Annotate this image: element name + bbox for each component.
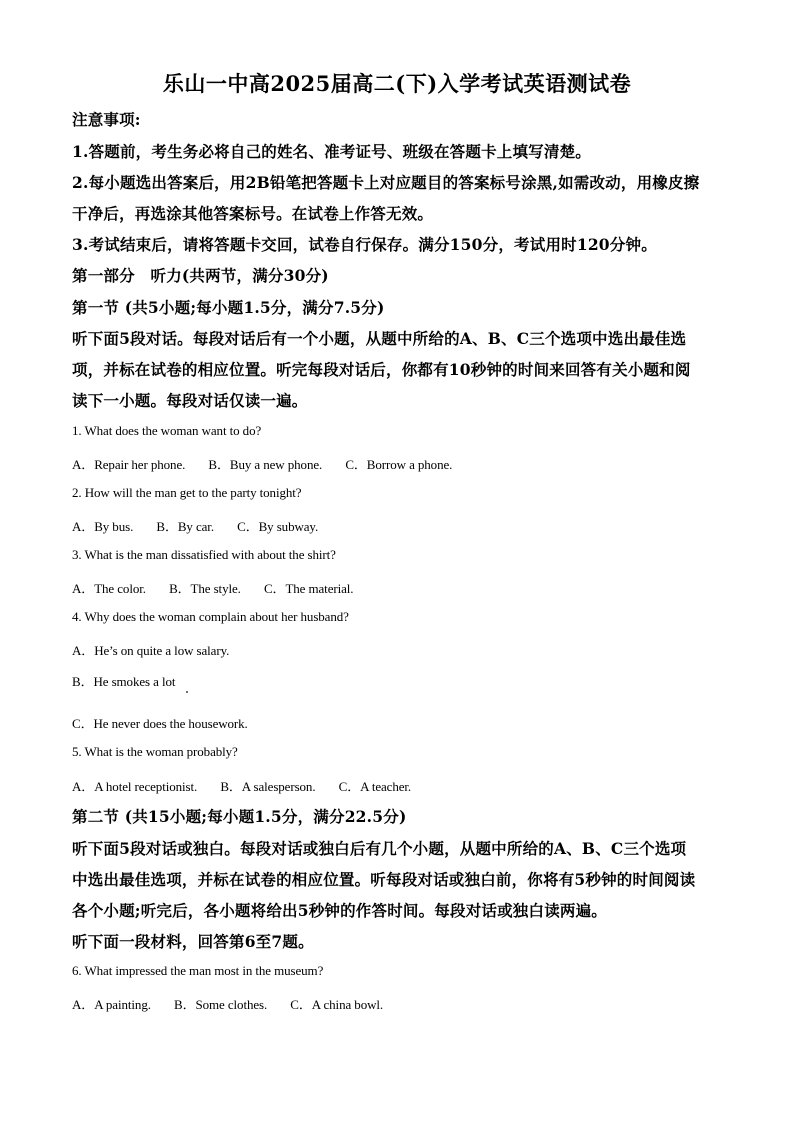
option-b[interactable]: B．Some clothes. <box>174 997 268 1012</box>
section1-instruction: 项，并标在试卷的相应位置。听完每段对话后，你都有10秒钟的时间来回答有关小题和阅 <box>72 360 691 379</box>
section1-heading: 第一节 (共5小题;每小题1.5分，满分7.5分) <box>72 298 385 317</box>
options-5 <box>72 776 411 795</box>
section2-heading: 第二节 (共15小题;每小题1.5分，满分22.5分) <box>72 807 407 826</box>
option-a[interactable]: A．He’s on quite a low salary. <box>72 643 230 658</box>
note-item: 1.答题前，考生务必将自己的姓名、准考证号、班级在答题卡上填写清楚。 <box>72 142 591 161</box>
option-b[interactable]: B．He smokes a lot <box>72 674 176 689</box>
option-a[interactable]: A．Repair her phone. <box>72 457 186 472</box>
option-c[interactable]: C．A china bowl. <box>290 997 384 1012</box>
options-6 <box>72 994 383 1013</box>
option-c[interactable]: C．By subway. <box>237 519 319 534</box>
option-c[interactable]: C．Borrow a phone. <box>345 457 453 472</box>
option-a[interactable]: A．A hotel receptionist. <box>72 779 198 794</box>
option-a[interactable]: A．The color. <box>72 581 146 596</box>
note-item: 3.考试结束后，请将答题卡交回，试卷自行保存。满分150分，考试用时120分钟。 <box>72 235 657 254</box>
part1-heading: 第一部分 听力(共两节，满分30分) <box>72 266 329 285</box>
question-2: 2. How will the man get to the party tonight? <box>72 485 302 500</box>
option-a[interactable]: A．By bus. <box>72 519 134 534</box>
option-c[interactable]: C．A teacher. <box>338 779 412 794</box>
notes-heading: 注意事项: <box>72 110 141 129</box>
question-6: 6. What impressed the man most in the museum? <box>72 963 324 978</box>
material-intro: 听下面一段材料，回答第6至7题。 <box>72 932 314 951</box>
option-c[interactable]: C．He never does the housework. <box>72 716 248 731</box>
note-item: 干净后，再选涂其他答案标号。在试卷上作答无效。 <box>72 204 434 223</box>
question-5: 5. What is the woman probably? <box>72 744 238 759</box>
section1-instruction: 听下面5段对话。每段对话后有一个小题，从题中所给的A、B、C三个选项中选出最佳选 <box>72 329 687 348</box>
option-b[interactable]: B．Buy a new phone. <box>208 457 323 472</box>
section1-instruction: 读下一小题。每段对话仅读一遍。 <box>72 391 308 410</box>
options-2 <box>72 516 318 535</box>
stray-dot <box>186 691 188 693</box>
note-item: 2.每小题选出答案后，用2B铅笔把答题卡上对应题目的答案标号涂黑,如需改动，用橡皮擦 <box>72 173 700 192</box>
options-1 <box>72 454 452 473</box>
options-3 <box>72 578 353 597</box>
exam-title: 乐山一中高2025届高二(下)入学考试英语测试卷 <box>162 71 632 96</box>
option-b[interactable]: B．By car. <box>156 519 214 534</box>
section2-instruction: 中选出最佳选项，并标在试卷的相应位置。听每段对话或独白前，你将有5秒钟的时间阅读 <box>72 870 696 889</box>
option-b[interactable]: B．The style. <box>169 581 241 596</box>
option-a[interactable]: A．A painting. <box>72 997 151 1012</box>
section2-instruction: 听下面5段对话或独白。每段对话或独白后有几个小题，从题中所给的A、B、C三个选项 <box>72 839 687 858</box>
section2-instruction: 各个小题;听完后，各小题将给出5秒钟的作答时间。每段对话或独白读两遍。 <box>72 901 608 920</box>
option-b[interactable]: B．A salesperson. <box>220 779 316 794</box>
question-3: 3. What is the man dissatisfied with about the shirt? <box>72 547 336 562</box>
question-1: 1. What does the woman want to do? <box>72 423 262 438</box>
option-c[interactable]: C．The material. <box>263 581 354 596</box>
question-4: 4. Why does the woman complain about her husband? <box>72 609 349 624</box>
